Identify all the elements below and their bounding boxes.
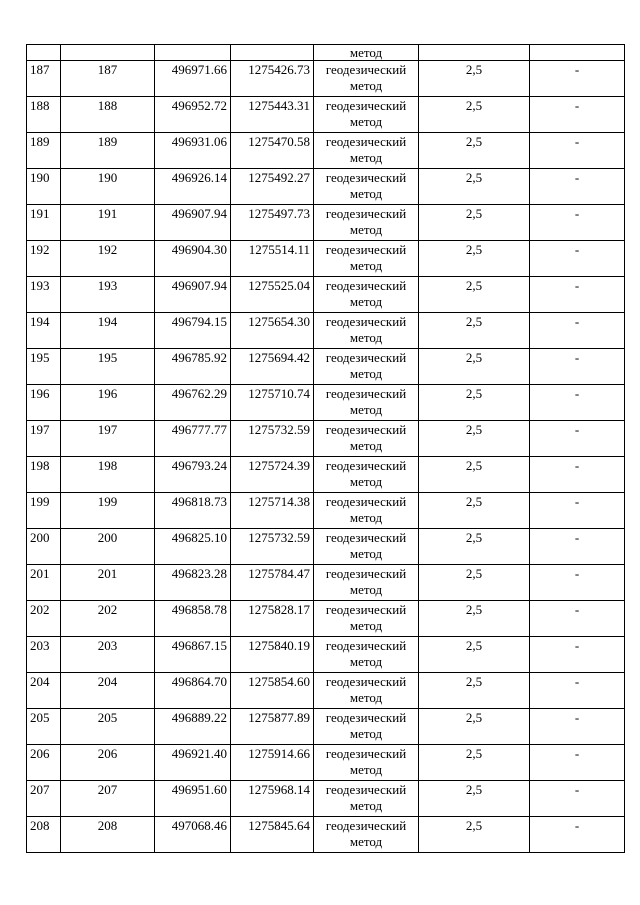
note-cell: - xyxy=(530,709,625,745)
point-number-alt-cell: 203 xyxy=(61,637,155,673)
continuation-row xyxy=(27,45,625,61)
point-number-cell: 206 xyxy=(27,745,61,781)
method-line-2: метод xyxy=(349,78,383,93)
accuracy-cell: 2,5 xyxy=(419,709,530,745)
point-number-alt-cell: 193 xyxy=(61,277,155,313)
point-number-alt-cell: 201 xyxy=(61,565,155,601)
x-coordinate-cell: 496777.77 xyxy=(155,421,231,457)
y-coordinate-cell: 1275877.89 xyxy=(231,709,314,745)
method-cell xyxy=(314,709,419,745)
y-coordinate-cell: 1275492.27 xyxy=(231,169,314,205)
x-coordinate-cell: 496864.70 xyxy=(155,673,231,709)
table-row xyxy=(27,781,625,817)
note-cell: - xyxy=(530,745,625,781)
point-number-alt-cell: 197 xyxy=(61,421,155,457)
x-coordinate-cell: 496762.29 xyxy=(155,385,231,421)
method-cell xyxy=(314,565,419,601)
y-coordinate-cell: 1275840.19 xyxy=(231,637,314,673)
x-coordinate-cell: 497068.46 xyxy=(155,817,231,853)
method-cell xyxy=(314,529,419,565)
note-cell: - xyxy=(530,385,625,421)
method-cell xyxy=(314,385,419,421)
point-number-cell: 203 xyxy=(27,637,61,673)
method-line-1: геодезический xyxy=(325,350,407,365)
x-coordinate-cell: 496921.40 xyxy=(155,745,231,781)
table-cell xyxy=(61,45,155,61)
method-cell xyxy=(314,277,419,313)
point-number-alt-cell: 191 xyxy=(61,205,155,241)
method-line-1: геодезический xyxy=(325,746,407,761)
table-row xyxy=(27,385,625,421)
note-cell: - xyxy=(530,133,625,169)
note-cell: - xyxy=(530,565,625,601)
point-number-cell: 191 xyxy=(27,205,61,241)
y-coordinate-cell: 1275426.73 xyxy=(231,61,314,97)
point-number-cell: 187 xyxy=(27,61,61,97)
method-line-2: метод xyxy=(349,222,383,237)
table-row xyxy=(27,565,625,601)
x-coordinate-cell: 496904.30 xyxy=(155,241,231,277)
method-line-2: метод xyxy=(349,474,383,489)
method-line-2: метод xyxy=(349,762,383,777)
table-row xyxy=(27,745,625,781)
note-cell: - xyxy=(530,277,625,313)
table-body xyxy=(27,45,625,853)
note-cell: - xyxy=(530,493,625,529)
point-number-cell: 204 xyxy=(27,673,61,709)
point-number-alt-cell: 196 xyxy=(61,385,155,421)
table-row xyxy=(27,349,625,385)
note-cell: - xyxy=(530,421,625,457)
method-cell xyxy=(314,241,419,277)
note-cell: - xyxy=(530,817,625,853)
method-line-1: геодезический xyxy=(325,98,407,113)
point-number-cell: 189 xyxy=(27,133,61,169)
point-number-cell: 196 xyxy=(27,385,61,421)
table-cell xyxy=(419,45,530,61)
point-number-cell: 192 xyxy=(27,241,61,277)
x-coordinate-cell: 496858.78 xyxy=(155,601,231,637)
x-coordinate-cell: 496794.15 xyxy=(155,313,231,349)
method-line-2: метод xyxy=(349,654,383,669)
x-coordinate-cell: 496907.94 xyxy=(155,205,231,241)
x-coordinate-cell: 496926.14 xyxy=(155,169,231,205)
accuracy-cell: 2,5 xyxy=(419,241,530,277)
x-coordinate-cell: 496971.66 xyxy=(155,61,231,97)
y-coordinate-cell: 1275784.47 xyxy=(231,565,314,601)
point-number-cell: 190 xyxy=(27,169,61,205)
y-coordinate-cell: 1275525.04 xyxy=(231,277,314,313)
table-row xyxy=(27,601,625,637)
y-coordinate-cell: 1275854.60 xyxy=(231,673,314,709)
note-cell: - xyxy=(530,457,625,493)
point-number-alt-cell: 205 xyxy=(61,709,155,745)
accuracy-cell: 2,5 xyxy=(419,205,530,241)
x-coordinate-cell: 496952.72 xyxy=(155,97,231,133)
method-cell xyxy=(314,61,419,97)
y-coordinate-cell: 1275828.17 xyxy=(231,601,314,637)
method-line-1: геодезический xyxy=(325,134,407,149)
method-line-1: геодезический xyxy=(325,170,407,185)
accuracy-cell: 2,5 xyxy=(419,133,530,169)
accuracy-cell: 2,5 xyxy=(419,169,530,205)
point-number-alt-cell: 204 xyxy=(61,673,155,709)
point-number-cell: 205 xyxy=(27,709,61,745)
point-number-alt-cell: 194 xyxy=(61,313,155,349)
x-coordinate-cell: 496818.73 xyxy=(155,493,231,529)
point-number-cell: 201 xyxy=(27,565,61,601)
y-coordinate-cell: 1275914.66 xyxy=(231,745,314,781)
table-row xyxy=(27,493,625,529)
x-coordinate-cell: 496825.10 xyxy=(155,529,231,565)
method-line-1: геодезический xyxy=(325,278,407,293)
table-cell xyxy=(530,45,625,61)
x-coordinate-cell: 496867.15 xyxy=(155,637,231,673)
method-line-2: метод xyxy=(349,330,383,345)
method-cell xyxy=(314,421,419,457)
x-coordinate-cell: 496823.28 xyxy=(155,565,231,601)
point-number-alt-cell: 202 xyxy=(61,601,155,637)
method-cell xyxy=(314,45,419,61)
point-number-alt-cell: 208 xyxy=(61,817,155,853)
y-coordinate-cell: 1275514.11 xyxy=(231,241,314,277)
method-line-1: геодезический xyxy=(325,62,407,77)
note-cell: - xyxy=(530,781,625,817)
accuracy-cell: 2,5 xyxy=(419,61,530,97)
method-cell xyxy=(314,313,419,349)
x-coordinate-cell: 496889.22 xyxy=(155,709,231,745)
method-cell xyxy=(314,97,419,133)
method-cell xyxy=(314,205,419,241)
method-line-1: геодезический xyxy=(325,602,407,617)
point-number-alt-cell: 199 xyxy=(61,493,155,529)
x-coordinate-cell: 496907.94 xyxy=(155,277,231,313)
table-row xyxy=(27,61,625,97)
point-number-cell: 199 xyxy=(27,493,61,529)
y-coordinate-cell: 1275470.58 xyxy=(231,133,314,169)
table-row xyxy=(27,97,625,133)
y-coordinate-cell: 1275710.74 xyxy=(231,385,314,421)
point-number-alt-cell: 195 xyxy=(61,349,155,385)
table-row xyxy=(27,529,625,565)
method-cell xyxy=(314,745,419,781)
method-line-2: метод xyxy=(349,366,383,381)
x-coordinate-cell: 496793.24 xyxy=(155,457,231,493)
method-cell xyxy=(314,817,419,853)
method-line-1: геодезический xyxy=(325,242,407,257)
table-row xyxy=(27,673,625,709)
method-line-1: геодезический xyxy=(325,422,407,437)
point-number-alt-cell: 189 xyxy=(61,133,155,169)
y-coordinate-cell: 1275724.39 xyxy=(231,457,314,493)
method-cell xyxy=(314,673,419,709)
point-number-alt-cell: 187 xyxy=(61,61,155,97)
point-number-alt-cell: 200 xyxy=(61,529,155,565)
accuracy-cell: 2,5 xyxy=(419,637,530,673)
y-coordinate-cell: 1275732.59 xyxy=(231,421,314,457)
accuracy-cell: 2,5 xyxy=(419,277,530,313)
method-line-2: метод xyxy=(349,618,383,633)
method-line-1: геодезический xyxy=(325,386,407,401)
table-row xyxy=(27,817,625,853)
accuracy-cell: 2,5 xyxy=(419,565,530,601)
note-cell: - xyxy=(530,169,625,205)
point-number-cell: 195 xyxy=(27,349,61,385)
note-cell: - xyxy=(530,205,625,241)
note-cell: - xyxy=(530,601,625,637)
table-row xyxy=(27,169,625,205)
accuracy-cell: 2,5 xyxy=(419,97,530,133)
point-number-cell: 202 xyxy=(27,601,61,637)
point-number-alt-cell: 190 xyxy=(61,169,155,205)
note-cell: - xyxy=(530,637,625,673)
method-line-1: геодезический xyxy=(325,494,407,509)
method-line-2: метод xyxy=(349,294,383,309)
accuracy-cell: 2,5 xyxy=(419,421,530,457)
method-tail-text: метод xyxy=(349,45,383,60)
point-number-alt-cell: 206 xyxy=(61,745,155,781)
table-row xyxy=(27,277,625,313)
method-cell xyxy=(314,169,419,205)
accuracy-cell: 2,5 xyxy=(419,529,530,565)
method-cell xyxy=(314,457,419,493)
point-number-cell: 198 xyxy=(27,457,61,493)
method-line-1: геодезический xyxy=(325,710,407,725)
accuracy-cell: 2,5 xyxy=(419,817,530,853)
table-row xyxy=(27,421,625,457)
x-coordinate-cell: 496951.60 xyxy=(155,781,231,817)
point-number-cell: 194 xyxy=(27,313,61,349)
note-cell: - xyxy=(530,349,625,385)
x-coordinate-cell: 496931.06 xyxy=(155,133,231,169)
point-number-cell: 197 xyxy=(27,421,61,457)
accuracy-cell: 2,5 xyxy=(419,349,530,385)
accuracy-cell: 2,5 xyxy=(419,601,530,637)
table-row xyxy=(27,313,625,349)
accuracy-cell: 2,5 xyxy=(419,781,530,817)
point-number-alt-cell: 192 xyxy=(61,241,155,277)
x-coordinate-cell: 496785.92 xyxy=(155,349,231,385)
accuracy-cell: 2,5 xyxy=(419,313,530,349)
accuracy-cell: 2,5 xyxy=(419,385,530,421)
table-row xyxy=(27,133,625,169)
method-line-1: геодезический xyxy=(325,530,407,545)
point-number-alt-cell: 188 xyxy=(61,97,155,133)
method-cell xyxy=(314,133,419,169)
note-cell: - xyxy=(530,61,625,97)
point-number-cell: 208 xyxy=(27,817,61,853)
method-line-2: метод xyxy=(349,690,383,705)
y-coordinate-cell: 1275497.73 xyxy=(231,205,314,241)
y-coordinate-cell: 1275968.14 xyxy=(231,781,314,817)
point-number-cell: 207 xyxy=(27,781,61,817)
method-line-2: метод xyxy=(349,402,383,417)
method-cell xyxy=(314,349,419,385)
accuracy-cell: 2,5 xyxy=(419,457,530,493)
table-row xyxy=(27,241,625,277)
table-cell xyxy=(27,45,61,61)
point-number-cell: 193 xyxy=(27,277,61,313)
point-number-alt-cell: 207 xyxy=(61,781,155,817)
method-line-2: метод xyxy=(349,726,383,741)
method-line-1: геодезический xyxy=(325,674,407,689)
note-cell: - xyxy=(530,673,625,709)
method-line-2: метод xyxy=(349,438,383,453)
y-coordinate-cell: 1275694.42 xyxy=(231,349,314,385)
accuracy-cell: 2,5 xyxy=(419,493,530,529)
method-line-2: метод xyxy=(349,186,383,201)
table-row xyxy=(27,637,625,673)
method-line-1: геодезический xyxy=(325,314,407,329)
table-cell xyxy=(231,45,314,61)
method-line-1: геодезический xyxy=(325,782,407,797)
table-row xyxy=(27,709,625,745)
method-cell xyxy=(314,493,419,529)
table-cell xyxy=(155,45,231,61)
y-coordinate-cell: 1275443.31 xyxy=(231,97,314,133)
accuracy-cell: 2,5 xyxy=(419,745,530,781)
method-line-2: метод xyxy=(349,114,383,129)
accuracy-cell: 2,5 xyxy=(419,673,530,709)
method-line-2: метод xyxy=(349,798,383,813)
method-line-1: геодезический xyxy=(325,638,407,653)
y-coordinate-cell: 1275714.38 xyxy=(231,493,314,529)
method-cell xyxy=(314,637,419,673)
method-line-2: метод xyxy=(349,510,383,525)
point-number-cell: 188 xyxy=(27,97,61,133)
method-line-2: метод xyxy=(349,834,383,849)
table-row xyxy=(27,205,625,241)
note-cell: - xyxy=(530,97,625,133)
method-cell xyxy=(314,781,419,817)
method-line-1: геодезический xyxy=(325,818,407,833)
method-line-1: геодезический xyxy=(325,566,407,581)
point-number-cell: 200 xyxy=(27,529,61,565)
method-cell xyxy=(314,601,419,637)
y-coordinate-cell: 1275732.59 xyxy=(231,529,314,565)
y-coordinate-cell: 1275845.64 xyxy=(231,817,314,853)
method-line-2: метод xyxy=(349,258,383,273)
note-cell: - xyxy=(530,313,625,349)
method-line-2: метод xyxy=(349,546,383,561)
method-line-2: метод xyxy=(349,582,383,597)
method-line-2: метод xyxy=(349,150,383,165)
method-line-1: геодезический xyxy=(325,458,407,473)
point-number-alt-cell: 198 xyxy=(61,457,155,493)
method-line-1: геодезический xyxy=(325,206,407,221)
note-cell: - xyxy=(530,241,625,277)
table-row xyxy=(27,457,625,493)
note-cell: - xyxy=(530,529,625,565)
coordinates-table xyxy=(26,44,625,853)
y-coordinate-cell: 1275654.30 xyxy=(231,313,314,349)
